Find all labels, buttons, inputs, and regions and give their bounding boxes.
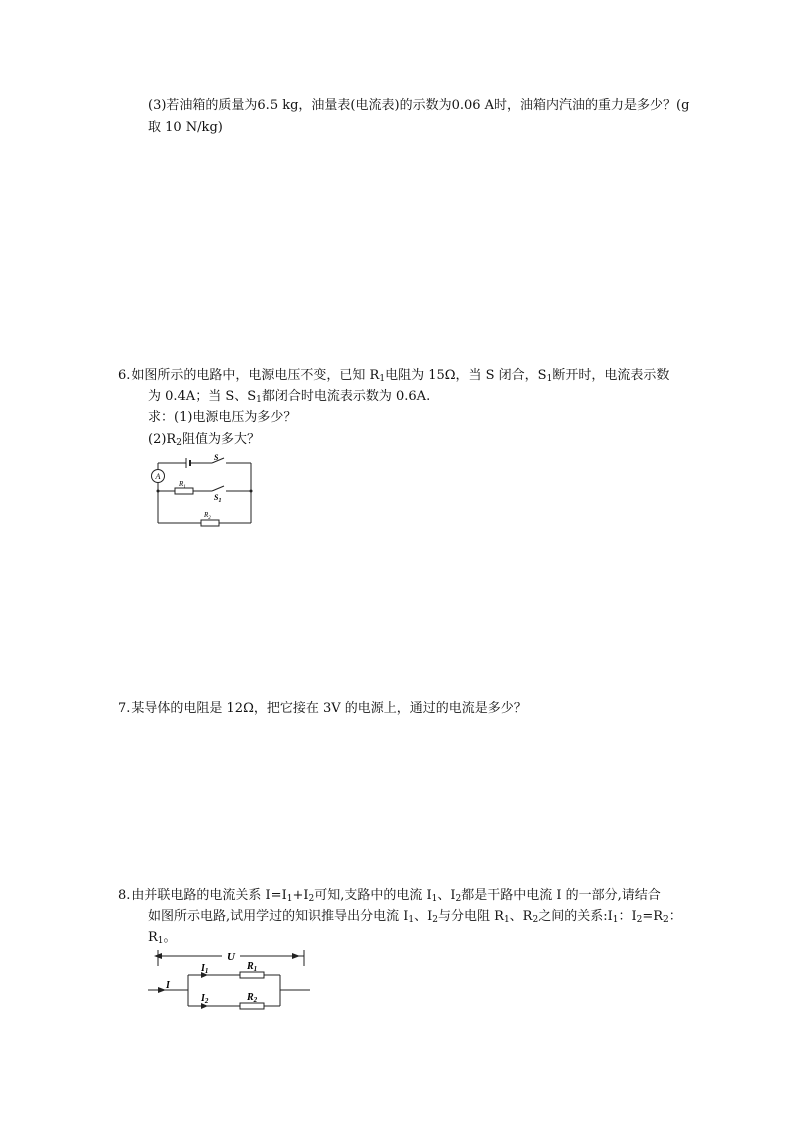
voltage-u-label: U [227,951,235,963]
switch-s-label: S [214,453,219,462]
ammeter-label: A [155,472,161,481]
q8-line2: 如图所示电路,试用学过的知识推导出分电流 $I_1$、$I_2$与分电阻 $R_1$、$R_2$之间的关系$:I_1$：$I_2=R_2$： [148,909,682,925]
r2-label: $R_2$ [204,511,211,521]
q6-number: 6. [118,368,131,383]
r1-label: $R_1$ [179,480,186,490]
r2-label: $R_2$ [247,992,258,1004]
q8-number: 8. [118,888,131,903]
junction-dot [157,490,160,493]
q6-line1: 6.如图所示的电路中，电源电压不变，已知 $R_1$电阻为 15Ω，当 S 闭合，$S_1$断开时，电流表示数 [118,368,670,384]
current-i-arrow-icon [158,987,166,993]
resistor-r1 [240,972,264,978]
q5-part3-line2: 取 10 N/kg) [148,120,223,135]
q5-part3-line1: (3)若油箱的质量为6.5 kg，油量表(电流表)的示数为0.06 A时，油箱内汽油的重力是多少？(g [148,98,690,113]
u-right-arrow-icon [292,953,300,959]
r1-label: $R_1$ [247,961,258,973]
junction-dot [250,490,253,493]
q6-ask1: 求：(1)电源电压为多少？ [148,410,297,425]
q7-line: 7.某导体的电阻是 12Ω，把它接在 3V 的电源上，通过的电流是多少？ [118,701,527,716]
switch-s1-label: $S_1$ [214,493,222,504]
current-i2-label: $I_2$ [201,993,209,1005]
q8-line1: 8.由并联电路的电流关系 $I=I_1+I_2$可知,支路中的电流 $I_1$、$I_2$都是干路中电流 I 的一部分,请结合 [118,888,661,904]
q8-line3: $R_1$。 [148,930,177,946]
resistor-r2 [240,1003,264,1009]
q6-line2: 为 0.4A；当 S、$S_1$都闭合时电流表示数为 0.6A. [148,389,431,405]
q6-ask2: $(2)R_2$阻值为多大？ [148,432,260,448]
current-i-label: I [166,980,170,991]
q6-circuit-diagram [148,455,258,527]
q8-circuit-diagram [148,946,314,1010]
current-i1-label: $I_1$ [201,963,209,975]
switch-s1-lever [212,486,224,491]
q7-number: 7. [118,701,131,716]
